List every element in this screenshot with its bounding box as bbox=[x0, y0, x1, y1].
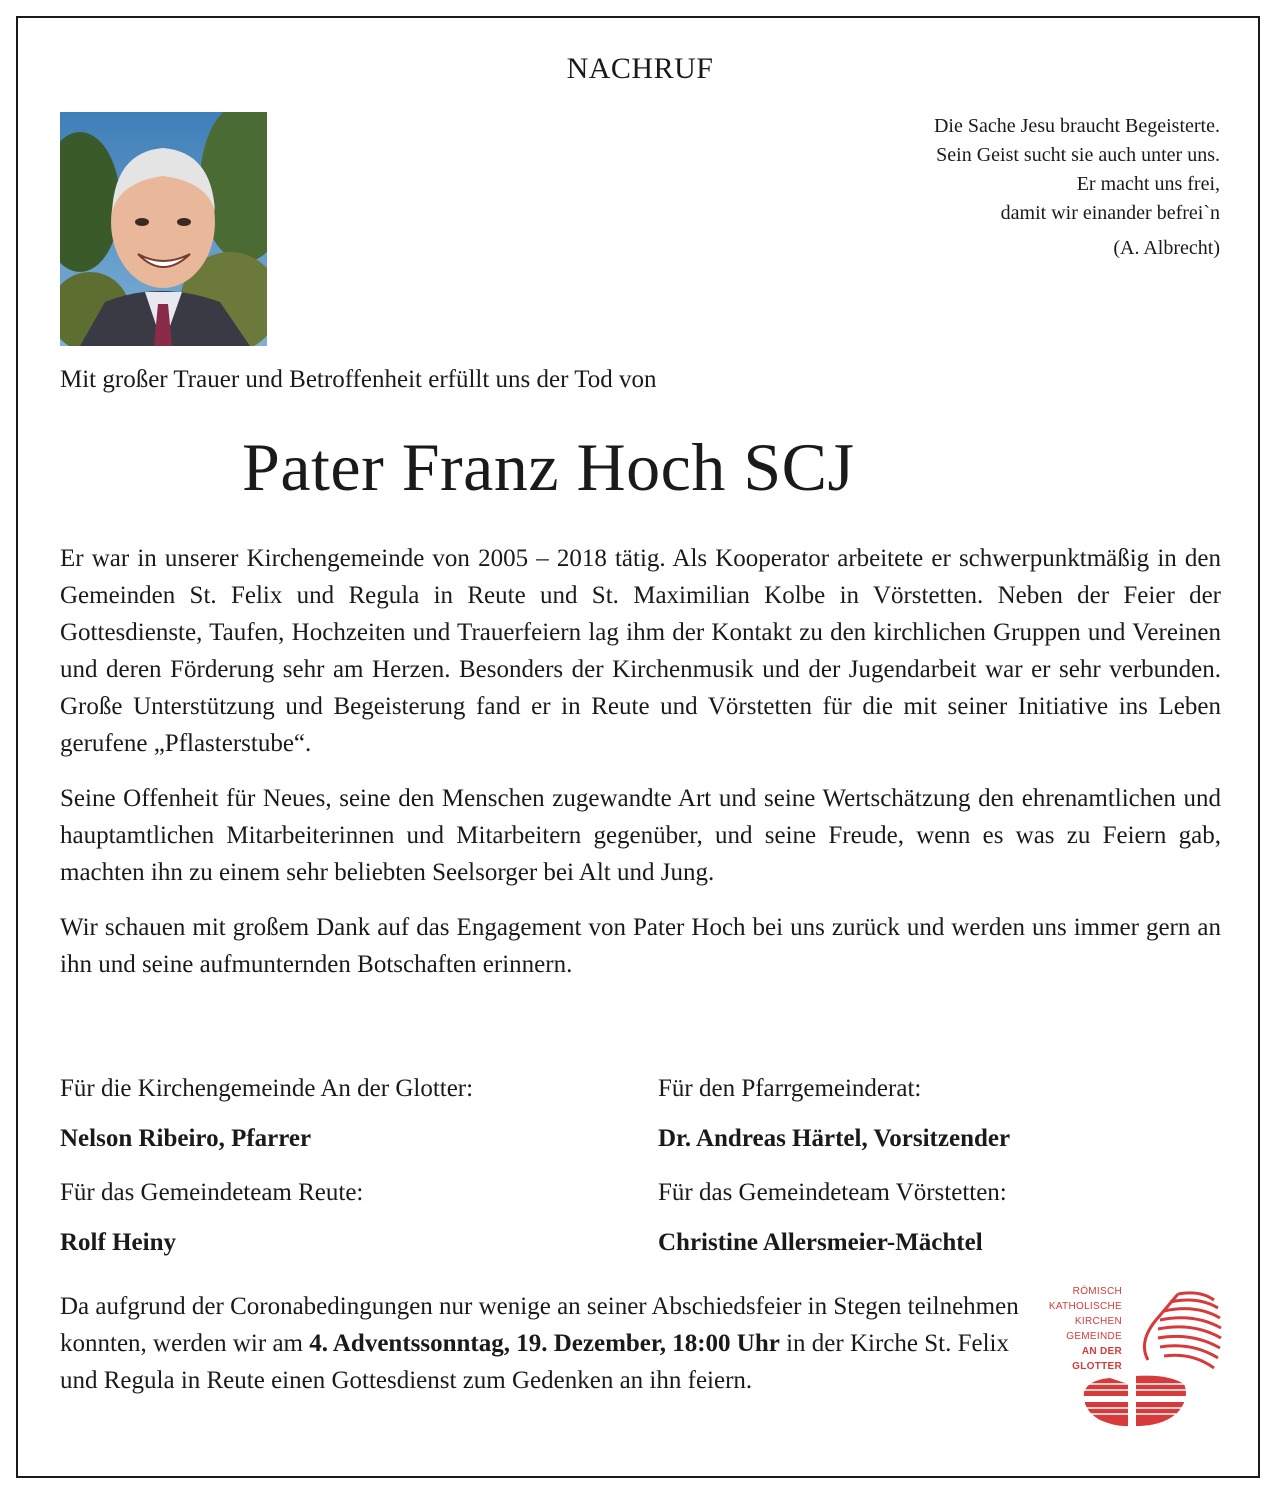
parish-logo bbox=[1028, 1280, 1224, 1430]
portrait-photo bbox=[60, 112, 267, 346]
quote-line: Er macht uns frei, bbox=[1076, 173, 1220, 195]
quote-line: damit wir einander befrei`n bbox=[1000, 202, 1220, 224]
signature-role: Für die Kirchengemeinde An der Glotter: bbox=[60, 1075, 474, 1102]
signature-role: Für den Pfarrgemeinderat: bbox=[658, 1075, 922, 1102]
logo-line: GLOTTER bbox=[1072, 1361, 1122, 1372]
page-title: NACHRUF bbox=[566, 52, 714, 85]
quote-block bbox=[934, 112, 1220, 263]
logo-line: KIRCHEN bbox=[1074, 1316, 1122, 1327]
intro-text: Mit großer Trauer und Betroffenheit erfüllt uns der Tod von bbox=[60, 366, 657, 393]
signature-role: Für das Gemeindeteam Vörstetten: bbox=[658, 1179, 1007, 1206]
logo-line: GEMEINDE bbox=[1066, 1331, 1122, 1342]
logo-line: KATHOLISCHE bbox=[1048, 1301, 1122, 1312]
deceased-name: Pater Franz Hoch SCJ bbox=[242, 429, 855, 505]
closing-text: Da aufgrund der Coronabedingungen nur wenige an seiner Abschiedsfeier in Stegen teilnehmen konnten, werden wir am bbox=[60, 1293, 1019, 1357]
paragraph: Er war in unserer Kirchengemeinde von 2005 – 2018 tätig. Als Kooperator arbeitete er schwerpunktmäßig in den Gemeinden St. Felix und Regula in Reute und St. Maximilian Kolbe in Vörstetten. Neben der Feier der Gottesdienste, Taufen, Hochzeiten und Trauerfeiern lag ihm der Kontakt zu den kirchlichen Gruppen und Vereinen und deren Förderung sehr am Herzen. Besonders der Kirchenmusik und der Jugendarbeit war er sehr verbunden. Große Unterstützung und Begeisterung fand er in Reute und Vörstetten für die mit seiner Initiative ins Leben gerufene „Pflasterstube“. bbox=[60, 545, 1221, 757]
signature-name: Dr. Andreas Härtel, Vorsitzender bbox=[658, 1125, 1011, 1152]
paragraph: Wir schauen mit großem Dank auf das Engagement von Pater Hoch bei uns zurück und werden uns immer gern an ihn und seine aufmunternden Botschaften erinnern. bbox=[60, 914, 1221, 978]
quote-author: (A. Albrecht) bbox=[1113, 237, 1220, 259]
signature-name: Nelson Ribeiro, Pfarrer bbox=[60, 1125, 312, 1152]
logo-line: AN DER bbox=[1081, 1346, 1122, 1357]
quote-line: Die Sache Jesu braucht Begeisterte. bbox=[933, 115, 1220, 137]
closing-notice bbox=[60, 1288, 1020, 1399]
paragraph: Seine Offenheit für Neues, seine den Menschen zugewandte Art und seine Wertschätzung den ehrenamtlichen und hauptamtlichen Mitarbeiterinnen und Mitarbeitern gegenüber, und seine Freude, wenn es was zu Feiern gab, machten ihn zu einem sehr beliebten Seelsorger bei Alt und Jung. bbox=[60, 785, 1221, 886]
closing-text: in der Kirche St. Felix und Regula in Reute einen Gottesdienst zum Gedenken an ihn feiern. bbox=[60, 1330, 1009, 1394]
quote-line: Sein Geist sucht sie auch unter uns. bbox=[936, 144, 1220, 166]
closing-date: 4. Adventssonntag, 19. Dezember, 18:00 Uhr bbox=[309, 1330, 780, 1357]
signature-name: Christine Allersmeier-Mächtel bbox=[658, 1229, 983, 1256]
logo-wordmark bbox=[1028, 1284, 1122, 1374]
obituary-body bbox=[60, 540, 1221, 1001]
logo-line: RÖMISCH bbox=[1072, 1286, 1122, 1297]
signature-name: Rolf Heiny bbox=[60, 1229, 176, 1256]
signature-role: Für das Gemeindeteam Reute: bbox=[60, 1179, 364, 1206]
